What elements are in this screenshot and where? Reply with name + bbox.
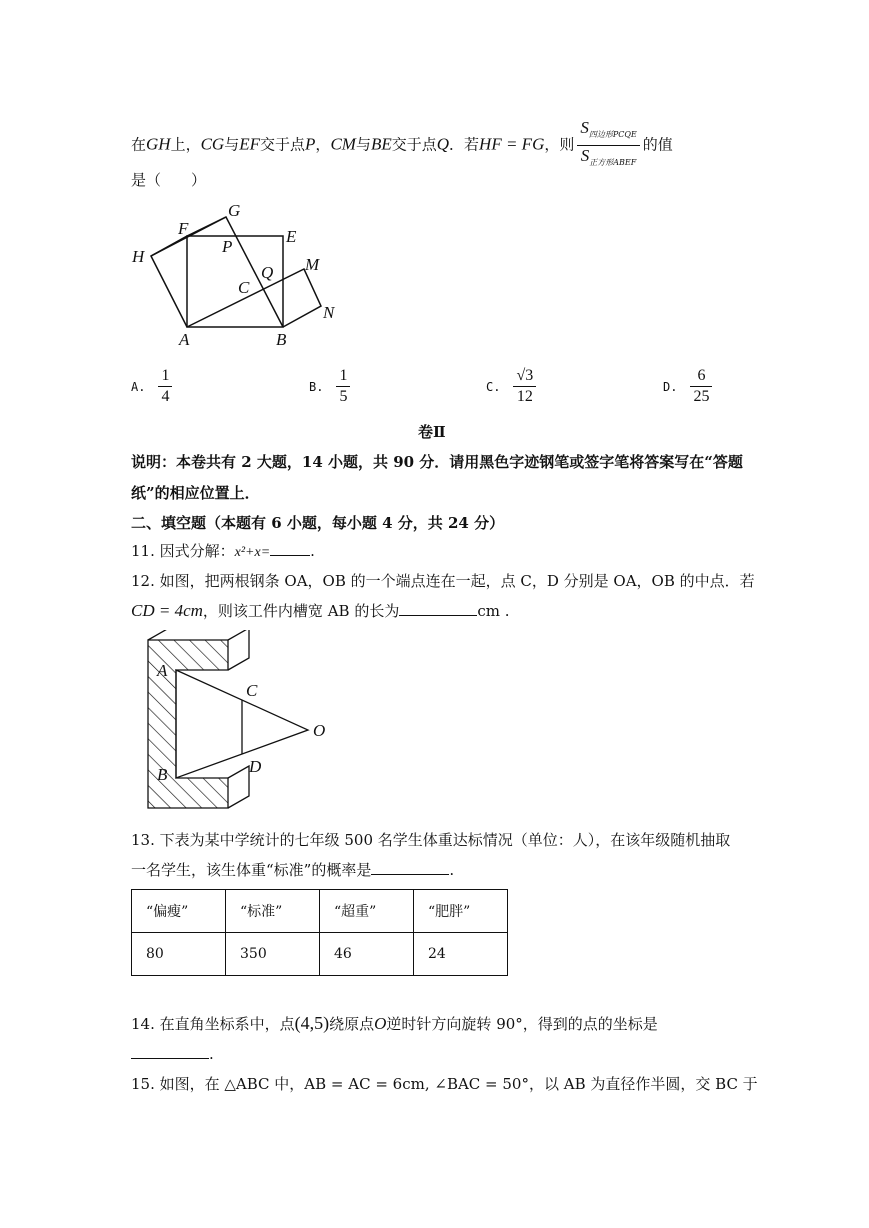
q14-end: . xyxy=(209,1045,214,1063)
table-cell: 24 xyxy=(414,933,508,976)
table-header-cell: “超重” xyxy=(320,890,414,933)
workpiece-bottom-edge xyxy=(228,766,249,808)
table-row xyxy=(132,933,508,976)
q10-gh: GH xyxy=(146,134,171,154)
q14-answer-blank[interactable] xyxy=(131,1044,209,1059)
q11-end: . xyxy=(310,542,315,560)
choice-c[interactable] xyxy=(486,366,539,407)
choice-numerator: 6 xyxy=(690,366,712,387)
choice-denominator: 25 xyxy=(693,388,710,405)
workpiece-top-edge xyxy=(228,630,249,670)
q10-p: P xyxy=(305,134,316,154)
table-cell: 350 xyxy=(226,933,320,976)
q10-text: 与 xyxy=(224,135,240,154)
q12-text: ，则该工件内槽宽 AB 的长为 xyxy=(202,602,400,620)
label-q: Q xyxy=(261,263,274,282)
choice-denominator: 12 xyxy=(516,388,533,405)
label-n: N xyxy=(323,303,335,322)
choice-b[interactable] xyxy=(309,366,353,407)
choice-label: A. xyxy=(131,379,146,394)
q14-text: 逆时针方向旋转 90°，得到的点的坐标是 xyxy=(386,1015,658,1033)
q10-area-symbol: S xyxy=(580,118,589,137)
q13-line2 xyxy=(131,859,454,881)
q10-choices xyxy=(131,366,751,412)
choice-label: C. xyxy=(486,379,501,394)
label-m: M xyxy=(305,255,320,274)
q10-area-symbol: S xyxy=(580,146,590,165)
choice-denominator: 4 xyxy=(161,388,170,405)
q10-text: ．若 xyxy=(449,135,480,154)
rectangle-cmnb xyxy=(187,269,321,327)
q10-be: BE xyxy=(370,134,392,154)
choice-label: D. xyxy=(663,379,678,394)
label-f: F xyxy=(178,219,189,238)
table-header-cell: “肥胖” xyxy=(414,890,508,933)
label-d: D xyxy=(249,757,262,776)
label-c: C xyxy=(238,278,250,297)
q10-q: Q xyxy=(436,134,450,154)
q14-text: 绕原点 xyxy=(329,1015,375,1033)
q10-area-ratio xyxy=(577,118,639,173)
q10-stem-line1 xyxy=(131,118,673,173)
q12-figure-labels xyxy=(156,661,325,784)
label-o: O xyxy=(313,721,326,740)
choice-numerator: √3 xyxy=(513,366,536,387)
table-cell: 80 xyxy=(132,933,226,976)
q14-text: 14. 在直角坐标系中，点 xyxy=(131,1015,295,1033)
label-a: A xyxy=(157,661,168,680)
q10-condition: HF = FG xyxy=(479,134,545,154)
label-a: A xyxy=(179,330,190,349)
q10-area-square-sub: 正方形ABEF xyxy=(589,158,637,167)
q10-text: 与 xyxy=(355,135,371,154)
workpiece-top-edge xyxy=(148,630,169,640)
part-title: 二、填空题（本题有 6 小题，每小题 4 分，共 24 分） xyxy=(131,514,505,532)
choice-label: B. xyxy=(309,379,324,394)
q11-text: 11. 因式分解： xyxy=(131,542,235,560)
volume-title: 卷Ⅱ xyxy=(418,423,446,441)
table-header-cell: “标准” xyxy=(226,890,320,933)
label-c: C xyxy=(246,681,258,700)
choice-numerator: 1 xyxy=(336,366,350,387)
section-note-line2: 纸”的相应位置上． xyxy=(131,484,260,502)
q10-text: ，则 xyxy=(544,135,575,154)
q10-ef: EF xyxy=(239,134,261,154)
q14-line1 xyxy=(131,1012,658,1035)
q12-unit: cm . xyxy=(477,602,510,620)
q10-stem-line2: 是（ ） xyxy=(131,171,207,189)
q14-origin: O xyxy=(374,1014,387,1033)
q12-answer-blank[interactable] xyxy=(399,601,477,616)
q10-text: 的值 xyxy=(642,135,673,154)
q10-text: 交于点 xyxy=(260,135,306,154)
triangle-ahf xyxy=(151,236,187,327)
label-h: H xyxy=(132,247,145,266)
label-e: E xyxy=(286,227,297,246)
q10-area-quad-sub: 四边形PCQE xyxy=(588,130,637,139)
q10-cg: CG xyxy=(200,134,225,154)
q11 xyxy=(131,540,315,564)
q14-line2 xyxy=(131,1043,214,1065)
q10-text: 交于点 xyxy=(391,135,437,154)
choice-a[interactable] xyxy=(131,366,175,407)
q13-answer-blank[interactable] xyxy=(371,860,449,875)
q10-figure xyxy=(128,200,348,350)
choice-d[interactable] xyxy=(663,366,715,407)
label-b: B xyxy=(157,765,168,784)
q10-text: 上， xyxy=(170,135,201,154)
q12-line2 xyxy=(131,600,510,622)
weight-table xyxy=(131,889,508,976)
section-note-line1: 说明：本卷共有 2 大题，14 小题，共 90 分．请用黑色字迹钢笔或签字笔将答案写在“答题 xyxy=(131,453,743,471)
table-header-row xyxy=(132,890,508,933)
q12-line1: 12. 如图，把两根钢条 OA，OB 的一个端点连在一起，点 C，D 分别是 OA，OB 的中点．若 xyxy=(131,572,755,590)
choice-denominator: 5 xyxy=(339,388,348,405)
label-p: P xyxy=(222,237,233,256)
q12-cd: CD = 4cm xyxy=(131,601,203,620)
q10-text: ， xyxy=(315,135,331,154)
label-g: G xyxy=(228,201,241,220)
q13-end: . xyxy=(449,861,455,879)
q13-text: 一名学生，该生体重“标准”的概率是 xyxy=(131,861,372,879)
q11-answer-blank[interactable] xyxy=(270,541,310,556)
q15-line1: 15. 如图，在 △ABC 中，AB = AC = 6cm, ∠BAC = 50°，以 AB 为直径作半圆，交 BC 于 xyxy=(131,1075,758,1093)
table-header-cell: “偏瘦” xyxy=(132,890,226,933)
q10-cm: CM xyxy=(330,134,356,154)
table-cell: 46 xyxy=(320,933,414,976)
q10-text: 在 xyxy=(131,135,147,154)
choice-numerator: 1 xyxy=(158,366,172,387)
q11-expression: x²+x= xyxy=(234,545,271,560)
q14-point: (4,5) xyxy=(294,1013,330,1033)
q12-figure xyxy=(131,630,346,820)
label-b: B xyxy=(276,330,287,349)
q13-line1: 13. 下表为某中学统计的七年级 500 名学生体重达标情况（单位：人），在该年级随机抽取 xyxy=(131,831,731,849)
